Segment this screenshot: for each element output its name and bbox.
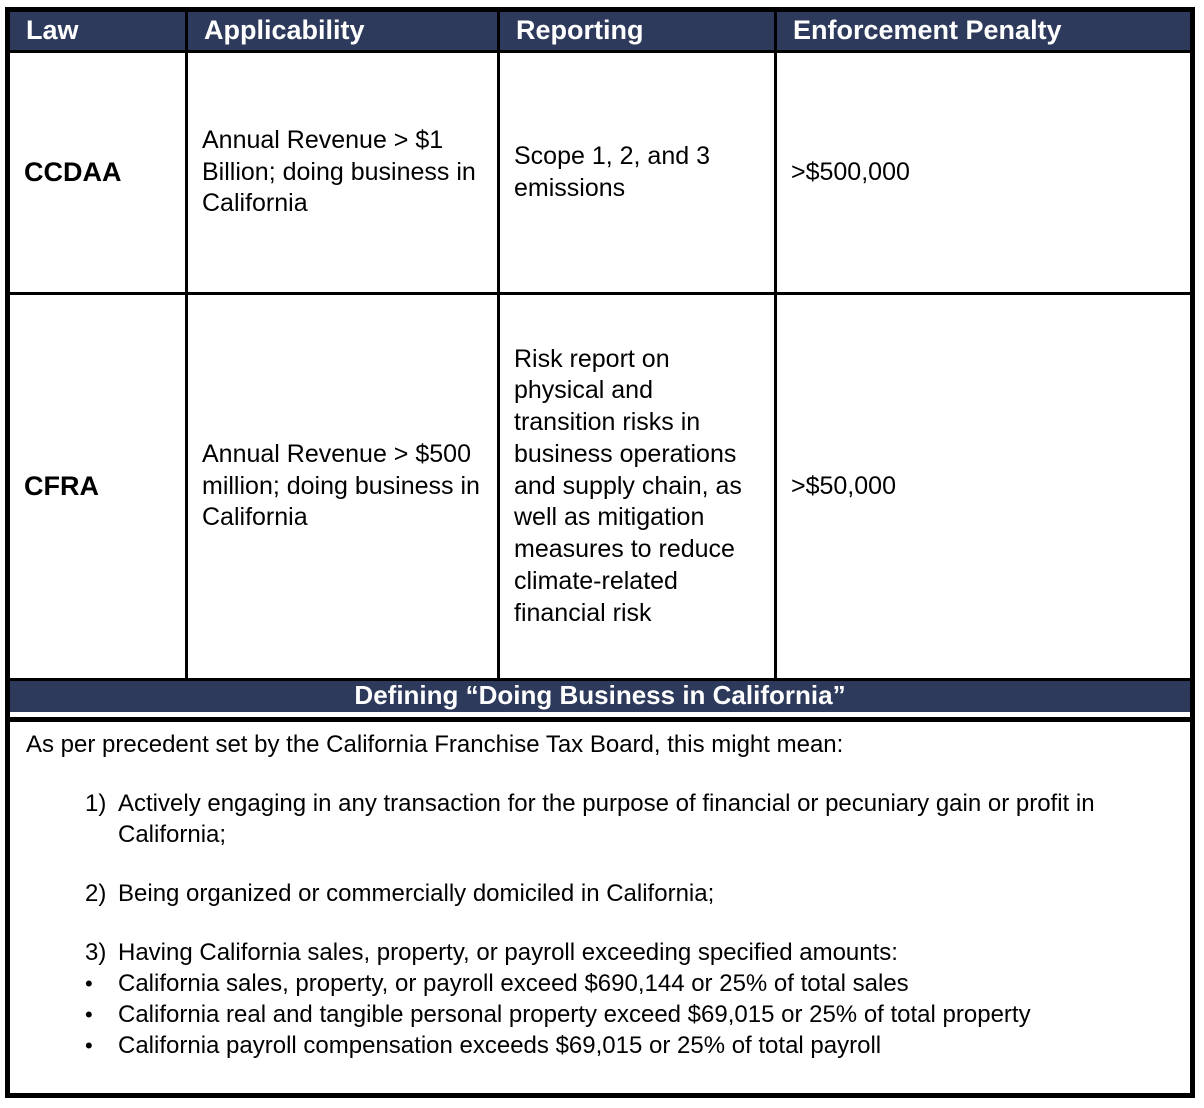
header-enforcement-penalty bbox=[777, 12, 1190, 53]
cfra-reporting-text: Risk report on physical and transition risks in business operations and supply chain, as well as mitigation measures to reduce climate-related financial risk bbox=[514, 344, 742, 627]
banner-title: Defining “Doing Business in California” bbox=[354, 680, 846, 710]
cfra-applicability-cell bbox=[188, 295, 500, 681]
bullet-item-2-marker: • bbox=[85, 1002, 93, 1027]
definition-section bbox=[10, 717, 1190, 1093]
header-law-label: Law bbox=[26, 14, 79, 45]
bullet-item-1-marker: • bbox=[85, 971, 93, 996]
header-enforcement-penalty-label: Enforcement Penalty bbox=[793, 14, 1062, 45]
header-reporting-label: Reporting bbox=[516, 14, 644, 45]
header-applicability-label: Applicability bbox=[204, 14, 365, 45]
climate-laws-table bbox=[5, 7, 1195, 1098]
header-applicability bbox=[188, 12, 500, 53]
ccdaa-reporting-cell bbox=[500, 53, 777, 295]
cfra-applicability-text: Annual Revenue > $500 million; doing business in California bbox=[202, 439, 480, 532]
ccdaa-law-label: CCDAA bbox=[24, 157, 122, 188]
numbered-item-1-text: Actively engaging in any transaction for the purpose of financial or pecuniary gain or profit in California; bbox=[118, 790, 1095, 848]
bullet-item-1-text: California sales, property, or payroll exceed $690,144 or 25% of total sales bbox=[118, 970, 909, 997]
header-law bbox=[10, 12, 188, 53]
laws-grid bbox=[10, 12, 1190, 681]
bullet-item-1 bbox=[85, 968, 1172, 999]
ccdaa-reporting-text: Scope 1, 2, and 3 emissions bbox=[514, 141, 710, 202]
ccdaa-penalty-cell bbox=[777, 53, 1190, 295]
header-reporting bbox=[500, 12, 777, 53]
ccdaa-applicability-cell bbox=[188, 53, 500, 295]
definition-intro: As per precedent set by the California Franchise Tax Board, this might mean: bbox=[26, 731, 844, 758]
numbered-item-2 bbox=[85, 878, 1172, 909]
numbered-item-3 bbox=[85, 937, 1172, 968]
bullet-item-2-text: California real and tangible personal property exceed $69,015 or 25% of total property bbox=[118, 1001, 1031, 1028]
bullet-item-3-marker: • bbox=[85, 1033, 93, 1058]
cfra-reporting-cell bbox=[500, 295, 777, 681]
cfra-penalty-text: >$50,000 bbox=[791, 471, 896, 500]
ccdaa-law-cell bbox=[10, 53, 188, 295]
numbered-item-1-marker: 1) bbox=[85, 790, 107, 817]
numbered-item-2-marker: 2) bbox=[85, 880, 107, 907]
ccdaa-applicability-text: Annual Revenue > $1 Billion; doing business in California bbox=[202, 125, 476, 218]
bullet-item-3-text: California payroll compensation exceeds $69,015 or 25% of total payroll bbox=[118, 1032, 882, 1059]
numbered-item-2-text: Being organized or commercially domiciled in California; bbox=[118, 880, 715, 907]
cfra-penalty-cell bbox=[777, 295, 1190, 681]
numbered-item-1 bbox=[85, 788, 1172, 850]
defining-doing-business-banner bbox=[10, 681, 1190, 717]
numbered-item-3-marker: 3) bbox=[85, 939, 107, 966]
cfra-law-label: CFRA bbox=[24, 471, 99, 502]
bullet-item-2 bbox=[85, 999, 1172, 1030]
ccdaa-penalty-text: >$500,000 bbox=[791, 157, 910, 186]
bullet-item-3 bbox=[85, 1030, 1172, 1061]
cfra-law-cell bbox=[10, 295, 188, 681]
numbered-item-3-text: Having California sales, property, or payroll exceeding specified amounts: bbox=[118, 939, 898, 966]
